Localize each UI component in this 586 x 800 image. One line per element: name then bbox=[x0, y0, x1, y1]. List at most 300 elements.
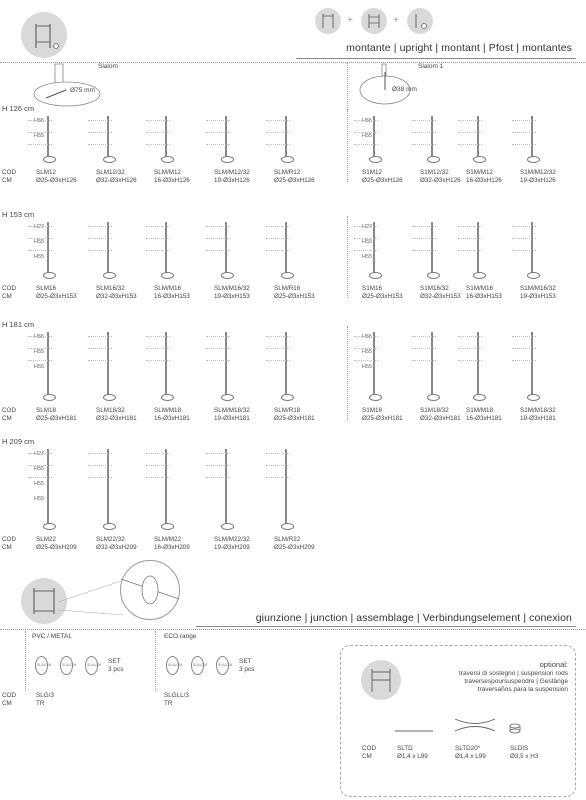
optional-title: optional: bbox=[539, 660, 568, 669]
upright-pole bbox=[225, 116, 226, 160]
product-code: S1M16/32 bbox=[420, 285, 449, 292]
height-guide bbox=[28, 348, 52, 349]
product-dimensions: 16-Ø3xH126 bbox=[466, 177, 502, 184]
product-code: S1M/M12/32 bbox=[520, 169, 556, 176]
optional-badge bbox=[361, 660, 401, 700]
upright-set-icon bbox=[21, 12, 67, 58]
upright-pole bbox=[165, 222, 166, 276]
cod-label: COD bbox=[2, 536, 16, 543]
height-guide bbox=[458, 348, 482, 349]
height-guide bbox=[146, 348, 170, 349]
upright-base bbox=[161, 523, 174, 530]
height-guide bbox=[266, 336, 290, 337]
height-guide bbox=[146, 238, 170, 239]
height-guide bbox=[458, 144, 482, 145]
height-guide bbox=[146, 360, 170, 361]
product-dimensions: Ø25-Ø3xH209 bbox=[36, 544, 77, 551]
spacer-disc bbox=[508, 722, 522, 736]
height-guide bbox=[354, 226, 378, 227]
product-code: SLM/M18 bbox=[154, 407, 181, 414]
product-dimensions: 19-Ø3xH209 bbox=[214, 544, 250, 551]
upright-post bbox=[526, 116, 538, 160]
upright-pole bbox=[431, 332, 432, 398]
upright-post bbox=[526, 222, 538, 276]
product-code: S1M/M16/32 bbox=[520, 285, 556, 292]
product-dimensions: Ø32-Ø3xH153 bbox=[420, 293, 461, 300]
cm-label: CM bbox=[2, 544, 12, 551]
height-mark: H27 bbox=[34, 451, 45, 457]
height-guide bbox=[354, 238, 378, 239]
upright-post bbox=[102, 222, 114, 276]
junction-divider bbox=[0, 629, 586, 630]
upright-base bbox=[369, 156, 382, 163]
height-guide bbox=[206, 453, 230, 454]
upright-pole bbox=[477, 222, 478, 276]
product-code: SLM/M16 bbox=[154, 285, 181, 292]
product-code: SLM/M22 bbox=[154, 536, 181, 543]
height-guide bbox=[512, 120, 536, 121]
upright-pole bbox=[165, 449, 166, 527]
height-mark: H55 bbox=[362, 118, 373, 124]
upright-pole bbox=[531, 222, 532, 276]
height-guide bbox=[354, 250, 378, 251]
upright-pole bbox=[373, 222, 374, 276]
height-guide bbox=[206, 238, 230, 239]
upright-post bbox=[42, 222, 54, 276]
upright-base bbox=[221, 272, 234, 279]
optional-code: SLTD20* bbox=[455, 745, 481, 752]
upright-post bbox=[160, 332, 172, 398]
height-guide bbox=[88, 360, 112, 361]
upright-base bbox=[473, 156, 486, 163]
product-code: S1M/M12 bbox=[466, 169, 493, 176]
upright-base bbox=[427, 394, 440, 401]
upright-pole bbox=[47, 449, 48, 527]
junction-col-divider bbox=[155, 631, 156, 691]
height-guide bbox=[458, 238, 482, 239]
height-mark: H55 bbox=[34, 334, 45, 340]
optional-dim: Ø1,4 x L99 bbox=[455, 753, 486, 760]
height-guide bbox=[458, 360, 482, 361]
product-dimensions: 16-Ø3xH153 bbox=[466, 293, 502, 300]
header-icon-row bbox=[315, 8, 435, 38]
product-dimensions: 19-Ø3xH181 bbox=[520, 415, 556, 422]
height-mark: H55 bbox=[34, 239, 45, 245]
product-code: SLM/M18/32 bbox=[214, 407, 250, 414]
height-guide bbox=[512, 132, 536, 133]
product-code: S1M18/32 bbox=[420, 407, 449, 414]
junction-rule bbox=[196, 626, 576, 627]
height-guide bbox=[28, 238, 52, 239]
product-code: SLM/M12 bbox=[154, 169, 181, 176]
height-guide bbox=[512, 144, 536, 145]
upright-pole bbox=[47, 116, 48, 160]
cm-label: CM bbox=[2, 415, 12, 422]
product-code: S1M18 bbox=[362, 407, 382, 414]
upright-pole bbox=[477, 116, 478, 160]
height-guide bbox=[146, 336, 170, 337]
upright-base bbox=[473, 272, 486, 279]
upright-post bbox=[102, 449, 114, 527]
optional-line: traversaños para la suspension bbox=[477, 686, 568, 693]
height-mark: H55 bbox=[34, 118, 45, 124]
height-guide bbox=[266, 453, 290, 454]
cod-label: COD bbox=[362, 745, 376, 752]
height-guide bbox=[266, 132, 290, 133]
height-mark: H55 bbox=[362, 239, 373, 245]
height-label: H 209 cm bbox=[2, 437, 35, 446]
height-guide bbox=[266, 238, 290, 239]
height-mark: H55 bbox=[34, 349, 45, 355]
upright-base bbox=[527, 394, 540, 401]
upright-base bbox=[281, 156, 294, 163]
upright-base bbox=[527, 156, 540, 163]
cm-label: CM bbox=[2, 177, 12, 184]
height-guide bbox=[206, 250, 230, 251]
pvc-metal-label: PVC / METAL bbox=[32, 633, 72, 640]
upright-pole bbox=[431, 116, 432, 160]
height-guide bbox=[88, 132, 112, 133]
product-code: SLM/R16 bbox=[274, 285, 301, 292]
product-code: SLM/M12/32 bbox=[214, 169, 250, 176]
upright-pole bbox=[165, 332, 166, 398]
slalom1-diameter: Ø38 mm bbox=[392, 86, 417, 93]
height-guide bbox=[88, 348, 112, 349]
height-guide bbox=[146, 144, 170, 145]
product-dimensions: 19-Ø3xH126 bbox=[214, 177, 250, 184]
height-mark: H55 bbox=[362, 349, 373, 355]
product-dimensions: Ø25-Ø3xH126 bbox=[274, 177, 315, 184]
product-code: SLM/R12 bbox=[274, 169, 301, 176]
height-mark: H55 bbox=[34, 481, 45, 487]
product-dimensions: 16-Ø3xH126 bbox=[154, 177, 190, 184]
upright-base bbox=[43, 523, 56, 530]
junction-ring-eco: SLALOM bbox=[166, 656, 179, 675]
optional-dim: Ø1,4 x L99 bbox=[397, 753, 428, 760]
product-dimensions: 19-Ø3xH153 bbox=[214, 293, 250, 300]
height-guide bbox=[146, 250, 170, 251]
product-dimensions: Ø32-Ø3xH181 bbox=[420, 415, 461, 422]
height-label: H 126 cm bbox=[2, 104, 35, 113]
product-dimensions: Ø25-Ø3xH181 bbox=[274, 415, 315, 422]
height-guide bbox=[266, 250, 290, 251]
height-guide bbox=[88, 144, 112, 145]
cod-label: COD bbox=[2, 692, 16, 699]
height-guide bbox=[146, 477, 170, 478]
upright-post bbox=[526, 332, 538, 398]
product-code: SLM16 bbox=[36, 285, 56, 292]
pvc-cm: TR bbox=[36, 700, 45, 707]
product-dimensions: Ø25-Ø3xH153 bbox=[274, 293, 315, 300]
product-dimensions: Ø32-Ø3xH153 bbox=[96, 293, 137, 300]
product-code: S1M/M18/32 bbox=[520, 407, 556, 414]
height-guide bbox=[28, 465, 52, 466]
upright-base bbox=[281, 394, 294, 401]
product-dimensions: Ø25-Ø3xH181 bbox=[362, 415, 403, 422]
eco-code: SLGLL/3 bbox=[164, 692, 189, 699]
set-label: SET bbox=[239, 658, 252, 665]
junction-ring-eco: SLALOM bbox=[191, 656, 204, 675]
upright-post bbox=[42, 332, 54, 398]
junction-ring-pvc: SLALOM bbox=[85, 656, 98, 675]
upright-pole bbox=[531, 332, 532, 398]
upright-post bbox=[220, 116, 232, 160]
optional-code: SLTD bbox=[397, 745, 413, 752]
height-guide bbox=[354, 144, 378, 145]
upright-post bbox=[368, 332, 380, 398]
suspension-rod-straight bbox=[395, 728, 435, 734]
product-code: SLM18 bbox=[36, 407, 56, 414]
upright-pole bbox=[47, 332, 48, 398]
height-mark: H55 bbox=[34, 496, 45, 502]
upright-base bbox=[221, 394, 234, 401]
product-code: SLM/R18 bbox=[274, 407, 301, 414]
slalom1-label: Slalom 1 bbox=[418, 63, 444, 70]
height-guide bbox=[206, 336, 230, 337]
cm-label: CM bbox=[2, 700, 12, 707]
eco-cm: TR bbox=[164, 700, 173, 707]
optional-line: traversespoursuspendre | Gestänge bbox=[464, 678, 568, 685]
upright-pole bbox=[285, 116, 286, 160]
upright-pole bbox=[47, 222, 48, 276]
height-mark: H55 bbox=[34, 254, 45, 260]
height-mark: H55 bbox=[34, 364, 45, 370]
height-guide bbox=[266, 144, 290, 145]
upright-post bbox=[280, 222, 292, 276]
cm-label: CM bbox=[362, 753, 372, 760]
upright-post bbox=[220, 222, 232, 276]
junction-ring-pvc: SLALOM bbox=[60, 656, 73, 675]
height-guide bbox=[88, 250, 112, 251]
optional-code: SLDIS bbox=[510, 745, 529, 752]
height-guide bbox=[412, 348, 436, 349]
upright-post bbox=[472, 332, 484, 398]
height-guide bbox=[28, 120, 52, 121]
height-guide bbox=[412, 360, 436, 361]
height-guide bbox=[146, 132, 170, 133]
upright-base bbox=[103, 156, 116, 163]
height-guide bbox=[512, 336, 536, 337]
product-dimensions: 16-Ø3xH153 bbox=[154, 293, 190, 300]
product-dimensions: Ø25-Ø3xH126 bbox=[362, 177, 403, 184]
height-guide bbox=[266, 120, 290, 121]
upright-base bbox=[221, 523, 234, 530]
upright-base bbox=[103, 394, 116, 401]
upright-base bbox=[281, 272, 294, 279]
upright-base bbox=[161, 156, 174, 163]
height-guide bbox=[412, 238, 436, 239]
upright-pole bbox=[165, 116, 166, 160]
upright-base bbox=[43, 272, 56, 279]
product-code: SLM/R22 bbox=[274, 536, 301, 543]
junction-ring-eco: SLALOM bbox=[216, 656, 229, 675]
height-mark: H55 bbox=[362, 254, 373, 260]
height-guide bbox=[146, 453, 170, 454]
height-guide bbox=[88, 453, 112, 454]
upright-pole bbox=[107, 116, 108, 160]
upright-pole bbox=[477, 332, 478, 398]
height-guide bbox=[458, 120, 482, 121]
product-dimensions: Ø25-Ø3xH153 bbox=[362, 293, 403, 300]
upright-post bbox=[426, 116, 438, 160]
upright-rods-icon bbox=[361, 8, 387, 34]
upright-pole bbox=[225, 222, 226, 276]
product-dimensions: Ø32-Ø3xH126 bbox=[420, 177, 461, 184]
upright-base bbox=[161, 272, 174, 279]
height-guide bbox=[412, 226, 436, 227]
column-divider bbox=[347, 110, 348, 182]
upright-post bbox=[368, 116, 380, 160]
upright-pole bbox=[285, 222, 286, 276]
product-code: S1M/M18 bbox=[466, 407, 493, 414]
column-divider bbox=[347, 326, 348, 420]
height-guide bbox=[206, 360, 230, 361]
junction-section-title: giunzione | junction | assemblage | Verbindungselement | conexion bbox=[255, 612, 572, 624]
height-guide bbox=[412, 250, 436, 251]
height-guide bbox=[146, 120, 170, 121]
height-guide bbox=[266, 348, 290, 349]
upright-post bbox=[280, 449, 292, 527]
height-guide bbox=[266, 465, 290, 466]
upright-base bbox=[281, 523, 294, 530]
column-divider bbox=[347, 62, 348, 112]
height-guide bbox=[88, 465, 112, 466]
upright-base-icon bbox=[407, 8, 433, 34]
product-dimensions: Ø32-Ø3xH209 bbox=[96, 544, 137, 551]
product-code: S1M/M16 bbox=[466, 285, 493, 292]
upright-pole bbox=[373, 116, 374, 160]
product-dimensions: 19-Ø3xH181 bbox=[214, 415, 250, 422]
upright-base bbox=[221, 156, 234, 163]
height-mark: H27 bbox=[34, 224, 45, 230]
height-mark: H55 bbox=[362, 334, 373, 340]
cm-label: CM bbox=[2, 293, 12, 300]
upright-base bbox=[369, 394, 382, 401]
height-guide bbox=[206, 348, 230, 349]
product-dimensions: Ø25-Ø3xH153 bbox=[36, 293, 77, 300]
plus-sign: + bbox=[347, 15, 353, 26]
pvc-code: SLG/3 bbox=[36, 692, 54, 699]
upright-pole bbox=[225, 449, 226, 527]
height-mark: H55 bbox=[34, 466, 45, 472]
height-guide bbox=[458, 132, 482, 133]
height-guide bbox=[206, 120, 230, 121]
upright-post bbox=[42, 449, 54, 527]
product-code: S1M16 bbox=[362, 285, 382, 292]
height-guide bbox=[28, 226, 52, 227]
upright-post bbox=[102, 116, 114, 160]
height-guide bbox=[512, 348, 536, 349]
upright-pole bbox=[373, 332, 374, 398]
slalom-diameter: Ø75 mm bbox=[70, 87, 95, 94]
product-code: S1M12/32 bbox=[420, 169, 449, 176]
height-guide bbox=[88, 477, 112, 478]
height-label: H 181 cm bbox=[2, 320, 35, 329]
height-guide bbox=[28, 336, 52, 337]
product-dimensions: Ø25-Ø3xH126 bbox=[36, 177, 77, 184]
upright-post bbox=[160, 449, 172, 527]
upright-post bbox=[280, 332, 292, 398]
height-guide bbox=[412, 120, 436, 121]
product-code: SLM22/32 bbox=[96, 536, 125, 543]
upright-pole bbox=[225, 332, 226, 398]
height-guide bbox=[412, 132, 436, 133]
product-code: SLM/M16/32 bbox=[214, 285, 250, 292]
suspension-rod-curved bbox=[454, 716, 496, 734]
header-rule bbox=[296, 58, 576, 59]
upright-pole bbox=[531, 116, 532, 160]
height-mark: H27 bbox=[362, 224, 373, 230]
product-dimensions: 16-Ø3xH181 bbox=[154, 415, 190, 422]
upright-pole bbox=[285, 332, 286, 398]
upright-pole bbox=[107, 449, 108, 527]
optional-line: traversi di sostegno | suspension rods bbox=[459, 670, 568, 677]
header-upright-badge bbox=[21, 12, 67, 58]
height-guide bbox=[458, 226, 482, 227]
height-mark: H55 bbox=[362, 133, 373, 139]
upright-post bbox=[220, 449, 232, 527]
height-guide bbox=[28, 132, 52, 133]
upright-post bbox=[368, 222, 380, 276]
height-guide bbox=[266, 360, 290, 361]
junction-col-divider bbox=[25, 631, 26, 691]
suspension-rod-icon bbox=[361, 660, 401, 700]
height-guide bbox=[146, 465, 170, 466]
product-dimensions: 16-Ø3xH209 bbox=[154, 544, 190, 551]
plus-sign: + bbox=[393, 15, 399, 26]
height-guide bbox=[88, 120, 112, 121]
upright-post bbox=[102, 332, 114, 398]
height-label: H 153 cm bbox=[2, 210, 35, 219]
height-guide bbox=[354, 336, 378, 337]
upright-post bbox=[426, 222, 438, 276]
product-code: SLM18/32 bbox=[96, 407, 125, 414]
product-dimensions: 19-Ø3xH153 bbox=[520, 293, 556, 300]
height-guide bbox=[28, 453, 52, 454]
height-guide bbox=[354, 348, 378, 349]
product-code: SLM/M22/32 bbox=[214, 536, 250, 543]
product-dimensions: 19-Ø3xH126 bbox=[520, 177, 556, 184]
upright-post bbox=[426, 332, 438, 398]
cod-label: COD bbox=[2, 285, 16, 292]
product-dimensions: Ø25-Ø3xH181 bbox=[36, 415, 77, 422]
set-label: SET bbox=[108, 658, 121, 665]
height-guide bbox=[28, 250, 52, 251]
height-guide bbox=[28, 477, 52, 478]
height-guide bbox=[266, 226, 290, 227]
upright-post bbox=[472, 222, 484, 276]
upright-section-title: montante | upright | montant | Pfost | montantes bbox=[346, 42, 572, 54]
product-dimensions: Ø25-Ø3xH209 bbox=[274, 544, 315, 551]
product-code: SLM12/32 bbox=[96, 169, 125, 176]
product-dimensions: Ø32-Ø3xH126 bbox=[96, 177, 137, 184]
height-guide bbox=[28, 144, 52, 145]
upright-base bbox=[161, 394, 174, 401]
upright-base bbox=[527, 272, 540, 279]
upright-post bbox=[472, 116, 484, 160]
upright-pair-icon bbox=[315, 8, 341, 34]
product-code: SLM22 bbox=[36, 536, 56, 543]
height-guide bbox=[146, 226, 170, 227]
height-guide bbox=[88, 226, 112, 227]
upright-base bbox=[43, 156, 56, 163]
junction-ring-pvc: SLALOM bbox=[35, 656, 48, 675]
height-guide bbox=[512, 226, 536, 227]
height-guide bbox=[412, 144, 436, 145]
height-mark: H55 bbox=[362, 364, 373, 370]
height-guide bbox=[266, 477, 290, 478]
upright-base bbox=[427, 156, 440, 163]
